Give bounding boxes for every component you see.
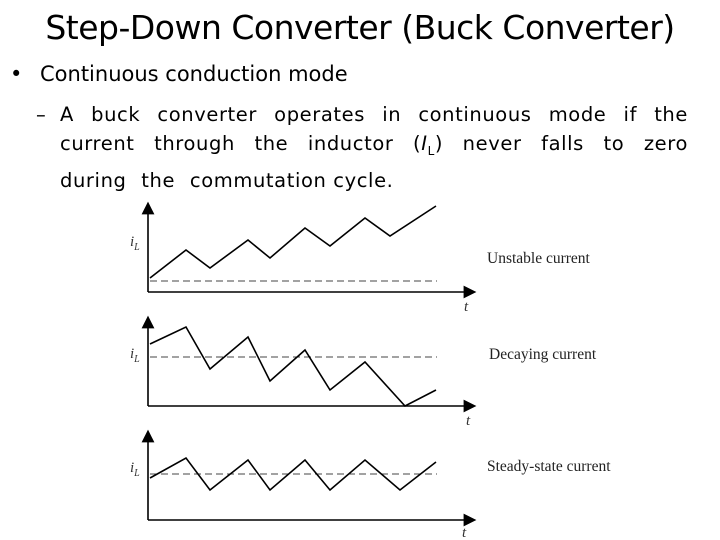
inductor-current-subscript: L bbox=[427, 143, 435, 158]
current-waveform bbox=[150, 206, 436, 278]
subbullet-text-part2: ) never falls to zero during the bbox=[60, 132, 688, 192]
bullet-text: Continuous conduction mode bbox=[40, 62, 348, 86]
x-axis-label: t bbox=[466, 413, 471, 429]
y-axis-label: $i_L$ bbox=[130, 234, 140, 253]
x-axis-label: t bbox=[464, 299, 469, 315]
subbullet-text-last: commutation cycle. bbox=[189, 168, 394, 192]
x-axis-label: t bbox=[462, 525, 467, 540]
panel-label-steady-state: Steady-state current bbox=[487, 458, 611, 475]
panel-steady-state-current bbox=[130, 436, 611, 540]
slide-title: Step-Down Converter (Buck Converter) bbox=[45, 8, 675, 47]
y-axis-label: $i_L$ bbox=[130, 460, 140, 479]
bullet-marker: • bbox=[10, 62, 23, 86]
inductor-current-symbol: I bbox=[421, 132, 428, 155]
panel-label-unstable: Unstable current bbox=[487, 250, 590, 267]
subbullet-marker: – bbox=[36, 103, 46, 126]
subbullet-text-part1: A buck converter operates in continuous mode if the current through the inductor ( bbox=[60, 103, 688, 155]
y-axis-label: $i_L$ bbox=[130, 346, 140, 365]
current-waveform bbox=[150, 327, 436, 406]
panel-decaying-current bbox=[130, 322, 597, 429]
panel-unstable-current bbox=[130, 206, 591, 315]
panel-label-decaying: Decaying current bbox=[489, 346, 597, 363]
